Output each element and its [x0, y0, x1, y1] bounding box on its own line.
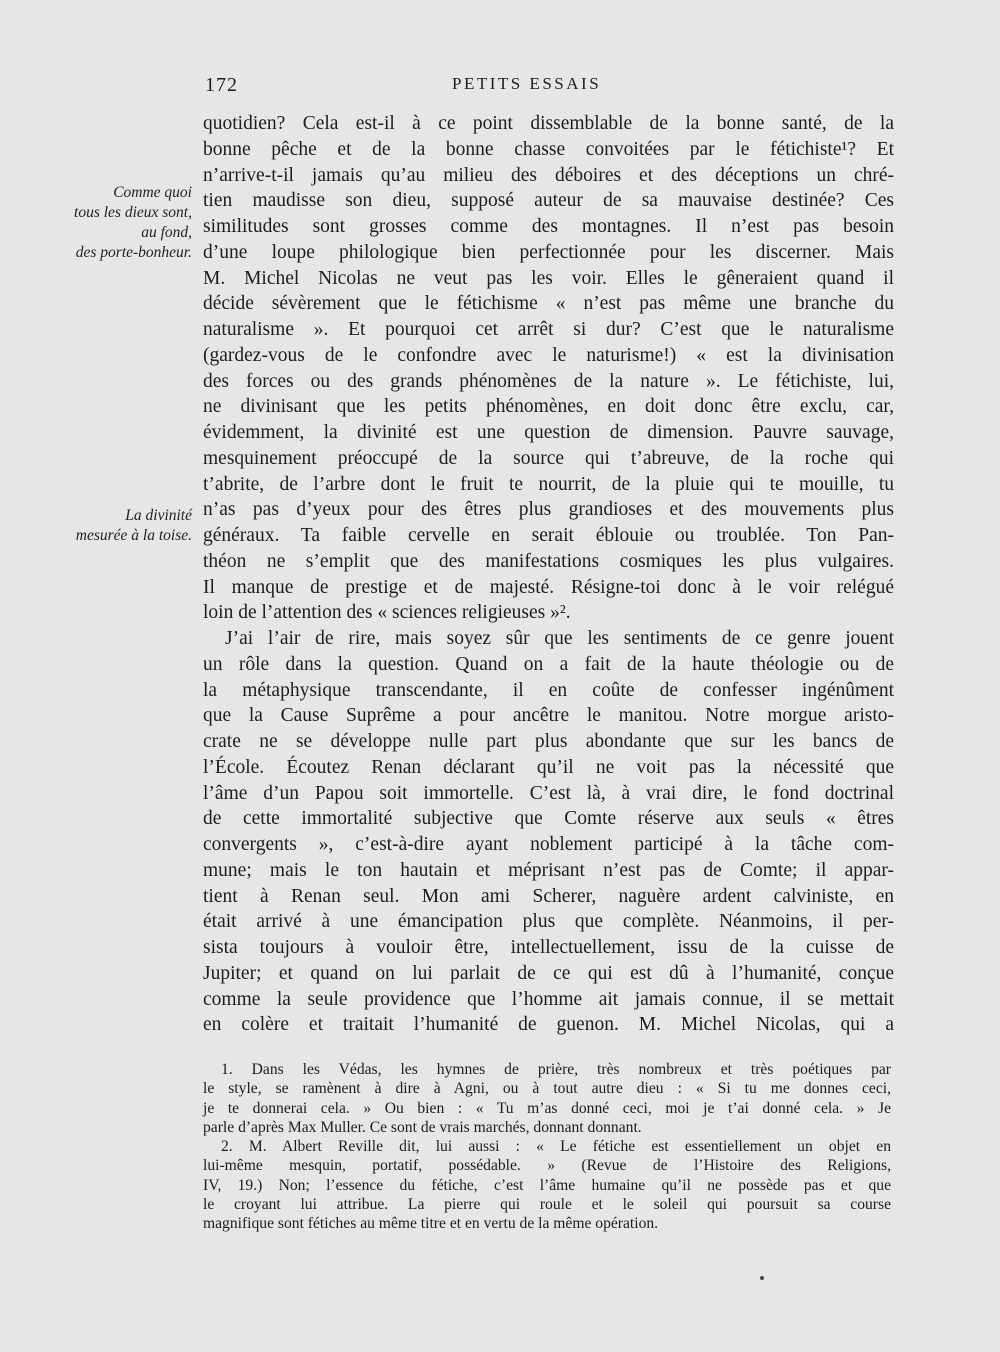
footnote-line: le croyant lui attribue. La pierre qui roule et le soleil qui poursuit sa course [203, 1196, 891, 1214]
body-line: n’as pas d’yeux pour des êtres plus grandioses et des mouvements plus [203, 499, 894, 521]
footnote-line: je te donnerai cela. » Ou bien : « Tu m’as donné ceci, moi je t’ai donné cela. » Je [203, 1099, 891, 1117]
body-line: était arrivé à une émancipation plus que complète. Néanmoins, il per- [203, 911, 894, 933]
body-line: l’École. Écoutez Renan déclarant qu’il ne voit pas la nécessité que [203, 756, 894, 778]
margin-note-line: mesurée à la toise. [75, 527, 192, 544]
body-line: tien maudisse son dieu, supposé auteur de sa mauvaise destinée? Ces [203, 190, 894, 212]
footnote-line: lui-même mesquin, portatif, possédable. » (Revue de l’Histoire des Religions, [203, 1157, 891, 1175]
body-text [203, 111, 894, 1038]
body-line: mune; mais le ton hautain et méprisant n’est pas de Comte; il appar- [203, 859, 894, 881]
body-line: loin de l’attention des « sciences religieuses »². [203, 602, 571, 624]
body-line: comme la seule providence que l’homme ait jamais connue, il se mettait [203, 988, 894, 1010]
page-number: 172 [205, 74, 238, 96]
body-line: décide sévèrement que le fétichisme « n’est pas même une branche du [203, 293, 894, 315]
body-line: théon ne s’emplit que des manifestations cosmiques les plus vulgaires. [203, 550, 894, 572]
footnote-line: le style, se ramènent à dire à Agni, ou à tout autre dieu : « Si tu me donnes ceci, [203, 1080, 891, 1098]
body-line: sista toujours à vouloir être, intellectuellement, issu de la cuisse de [203, 937, 894, 958]
footnotes [203, 1060, 891, 1234]
body-line: que la Cause Suprême a pour ancêtre le manitou. Notre morgue aristo- [203, 705, 894, 727]
margin-note-fetish [22, 183, 192, 263]
body-line: mesquinement préoccupé de la source qui t’abreuve, de la roche qui [203, 447, 894, 469]
body-line: d’une loupe philologique bien perfectionnée pour les discerner. Mais [203, 241, 894, 263]
body-line: n’arrive-t-il jamais qu’au milieu des déboires et des déceptions un chré- [203, 164, 894, 186]
body-line: généraux. Ta faible cervelle en serait éblouie ou troublée. Ton Pan- [203, 525, 894, 546]
body-line: la métaphysique transcendante, il en coûte de confesser ingénûment [203, 679, 894, 701]
body-line: tient à Renan seul. Mon ami Scherer, naguère ardent calviniste, en [203, 885, 894, 907]
body-line: en colère et traitait l’humanité de guenon. M. Michel Nicolas, qui a [203, 1014, 894, 1036]
body-line: naturalisme ». Et pourquoi cet arrêt si dur? C’est que le naturalisme [203, 319, 894, 340]
body-line: de cette immortalité subjective que Comte réserve aux seuls « êtres [203, 808, 894, 830]
margin-note-line: Comme quoi [113, 184, 192, 201]
footnote-line: IV, 19.) Non; l’essence du fétiche, c’est l’âme humaine qu’il ne possède pas et que [203, 1176, 891, 1194]
body-line: crate ne se développe nulle part plus abondante que sur les bancs de [203, 731, 894, 752]
footnote-line: magnifique sont fétiches au même titre et en vertu de la même opération. [203, 1215, 659, 1233]
body-line: M. Michel Nicolas ne veut pas les voir. Elles le gêneraient quand il [203, 267, 894, 289]
body-line: similitudes sont grosses comme des montagnes. Il n’est pas besoin [203, 216, 894, 237]
body-line: convergents », c’est-à-dire ayant noblement participé à la tâche com- [203, 834, 894, 855]
body-line: l’âme d’un Papou soit immortelle. C’est là, à vrai dire, le fond doctrinal [203, 782, 894, 804]
footnote-line: 1. Dans les Védas, les hymnes de prière, très nombreux et très poétiques par [221, 1061, 891, 1078]
ink-speck [760, 1276, 764, 1280]
margin-note-line: des porte-bonheur. [75, 244, 192, 261]
body-line: J’ai l’air de rire, mais soyez sûr que les sentiments de ce genre jouent [225, 628, 894, 649]
footnote-line: parle d’après Max Muller. Ce sont de vrais marchés, donnant donnant. [203, 1118, 642, 1136]
margin-note-line: tous les dieux sont, [74, 204, 192, 221]
body-line: Jupiter; et quand on lui parlait de ce qui est dû à l’humanité, conçue [203, 962, 894, 984]
body-line: bonne pêche et de la bonne chasse convoitées par le fétichiste¹? Et [203, 138, 894, 160]
footnote-line: 2. M. Albert Reville dit, lui aussi : « Le fétiche est essentiellement un objet en [221, 1138, 891, 1156]
body-line: évidemment, la divinité est une question de dimension. Pauvre sauvage, [203, 422, 894, 443]
body-line: t’abrite, de l’arbre dont le fruit te nourrit, de la pluie qui te mouille, tu [203, 473, 894, 495]
body-line: des forces ou des grands phénomènes de la nature ». Le fétichiste, lui, [203, 370, 894, 392]
body-line: Il manque de prestige et de majesté. Résigne-toi donc à le voir relégué [203, 576, 894, 598]
running-head: PETITS ESSAIS [452, 74, 602, 93]
margin-note-line: La divinité [125, 507, 192, 524]
body-line: ne divinisant que les petits phénomènes, en doit donc être exclu, car, [203, 396, 894, 418]
body-line: un rôle dans la question. Quand on a fait de la haute théologie ou de [203, 653, 894, 675]
body-line: (gardez-vous de le confondre avec le naturisme!) « est la divinisation [203, 344, 894, 366]
margin-note-line: au fond, [141, 224, 192, 241]
body-line: quotidien? Cela est-il à ce point dissemblable de la bonne santé, de la [203, 113, 894, 134]
margin-note-divinity [22, 506, 192, 546]
